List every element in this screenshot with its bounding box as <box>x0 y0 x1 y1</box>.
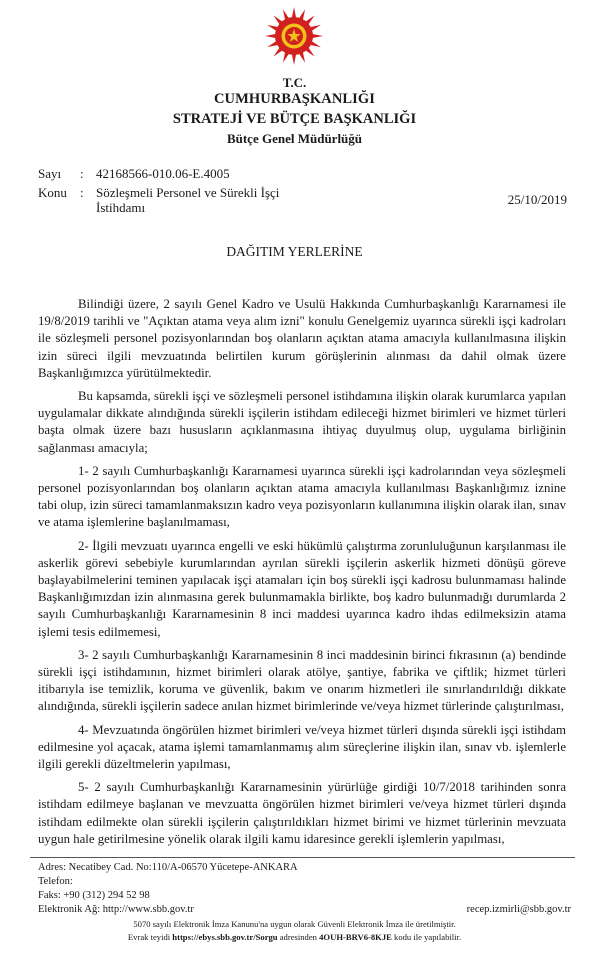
footer-web-link[interactable]: Elektronik Ağ: http://www.sbb.gov.tr <box>38 904 194 915</box>
paragraph-item-5: 5- 2 sayılı Cumhurbaşkanlığı Kararnamesinin yürürlüğe girdiği 10/7/2018 tarihinden sonra istihdam edilmeye başlanan ve mevzuatta öngörülen hizmet birimleri ve/veya hizmet türleri dışında istihdam edilmekte olan sürekli işçilerin çalıştırıldıkları hizmet birimi ve hizmet türlerinin mevzuata uygun hale getirilmesine yönelik olarak ilgili kamu idaresince gerekli işlemlerin yapılması, <box>38 780 566 846</box>
paragraph-scope: Bu kapsamda, sürekli işçi ve sözleşmeli personel istihdamına ilişkin olarak kurumlarca yapılan uygulamalar dikkate alındığında sürekli işçilerin istihdam edileceği hizmet birimleri ve hizmet türleri başta olmak üzere bazı hususların açıklanmasına ihtiyaç duyulmuş olup, uygulama birliğinin sağlanması amacıyla; <box>38 389 566 455</box>
footer-fax: Faks: +90 (312) 294 52 98 <box>38 890 150 901</box>
addressee: DAĞITIM YERLERİNE <box>226 244 363 259</box>
header-department: STRATEJİ VE BÜTÇE BAŞKANLIĞI <box>172 111 417 127</box>
sayi-value: 42168566-010.06-E.4005 <box>96 166 230 181</box>
footer-email-link[interactable]: recep.izmirli@sbb.gov.tr <box>466 904 571 915</box>
esign-note: 5070 sayılı Elektronik İmza Kanunu'na uygun olarak Güvenli Elektronik İmza ile üretilmiştir. <box>133 919 456 929</box>
verify-code: 4OUH-BRV6-8KJE <box>319 932 392 942</box>
footer-phone: Telefon: <box>38 876 73 887</box>
verify-note: Evrak teyidi https://ebys.sbb.gov.tr/Sorgu adresinden 4OUH-BRV6-8KJE kodu ile yapılabilir. <box>127 932 462 942</box>
sayi-label: Sayı <box>38 166 62 181</box>
konu-value-line1: Sözleşmeli Personel ve Sürekli İşçi <box>96 185 280 200</box>
document-date: 25/10/2019 <box>507 192 567 207</box>
konu-label: Konu <box>38 185 67 200</box>
paragraph-item-1: 1- 2 sayılı Cumhurbaşkanlığı Kararnamesi uyarınca sürekli işçi kadrolarından veya sözleşmeli personel pozisyonlarından boş olanların açıktan atama amacıyla kullanılması Başkanlığımız iznine tabi olup, izin süreci tamamlanmaksızın kadro veya pozisyonların kullanımına ilişkin olarak ilan, sınav ve atama işlemlerine başlanılmaması, <box>38 463 566 530</box>
konu-value-line2: İstihdamı <box>96 200 146 215</box>
paragraph-item-3: 3- 2 sayılı Cumhurbaşkanlığı Kararnamesinin 8 inci maddesinin birinci fıkrasının (a) bendinde sürekli işçi istihdamının, hizmet birimleri olarak atölye, şantiye, fabrika ve çiftlik; hizmet türleri itibarıyla ise temizlik, koruma ve güvenlik, bakım ve onarım hizmetleri ile sınırlandırıldığı dikkate alındığında, sürekli işçilerin sadece anılan hizmet birimlerinde ve/veya hizmet türlerinde çalıştırılması, <box>38 647 566 714</box>
footer-divider <box>30 857 575 858</box>
document-body <box>38 296 566 854</box>
presidential-seal-icon <box>264 6 324 66</box>
header-presidency: CUMHURBAŞKANLIĞI <box>213 91 376 107</box>
verify-url-link[interactable]: https://ebys.sbb.gov.tr/Sorgu <box>172 932 278 942</box>
konu-sep: : <box>80 185 84 200</box>
header-tc: T.C. <box>282 75 307 90</box>
paragraph-item-2: 2- İlgili mevzuatı uyarınca engelli ve eski hükümlü çalıştırma zorunluluğunun karşılanması ile askerlik görevi sebebiyle kurumlarından ayrılan sürekli işçilerin askerlik hizmeti dönüşü göreve başlayabilmelerini teminen yapılacak işçi atamaları için boş sürekli işçi kadrosu bulunmaması halinde Başkanlığımızdan izin alınmasına gerek bulunmamakla birlikte, boş kadro bulunmadığı durumlarda 2 sayılı Cumhurbaşkanlığı Kararnamesinin 8 inci maddesi uyarınca kadro ihdas edilmeksizin atama işlemi tesis edilmemesi, <box>38 538 566 639</box>
footer-address: Adres: Necatibey Cad. No:110/A-06570 Yücetepe-ANKARA <box>38 862 298 873</box>
sayi-sep: : <box>80 166 84 181</box>
paragraph-item-4: 4- Mevzuatında öngörülen hizmet birimleri ve/veya hizmet türleri dışında sürekli işçi istihdam edilmesine yol açacak, atama işlemi tamamlanmamış alım süreçlerine ilişkin ilan, sınav vb. işlemlerle ilgili gerekli düzeltmelerin yapılması, <box>38 722 566 772</box>
paragraph-intro: Bilindiği üzere, 2 sayılı Genel Kadro ve Usulü Hakkında Cumhurbaşkanlığı Kararnamesi ile 19/8/2019 tarihli ve "Açıktan atama veya alım izni" konulu Genelgemiz uyarınca sürekli işçi kadroları ile sözleşmeli personel pozisyonlarından boş olanların açıktan atama amacıyla kullanılmasına ilişkin izin süreci ilgili mevzuatında belirtilen kurum görüşlerinin alınması da dahil olmak üzere Başkanlığımızca yürütülmektedir. <box>38 297 566 380</box>
header-directorate: Bütçe Genel Müdürlüğü <box>226 131 363 146</box>
